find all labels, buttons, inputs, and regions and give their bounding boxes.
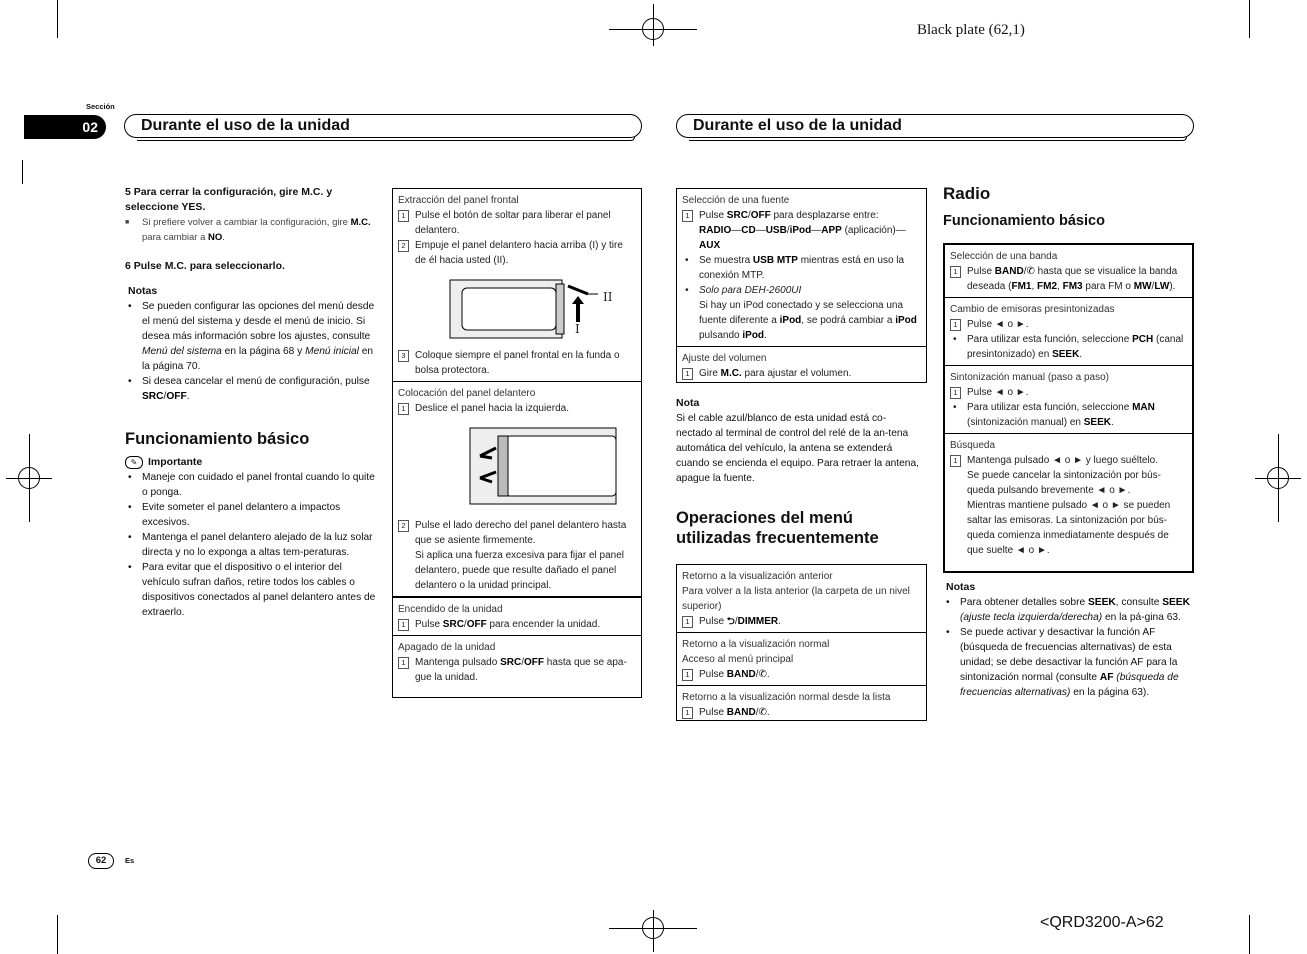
source-bullet: • Se muestra USB MTP mientras está en uso la conexión MTP. (682, 253, 921, 283)
language-code: Es (125, 856, 135, 865)
attach-section (393, 381, 641, 596)
source-bullet: • Solo para DEH-2600UI (682, 283, 921, 298)
radio-box (943, 243, 1194, 573)
registration-mark-icon (642, 917, 664, 939)
power-off-section (393, 635, 641, 688)
source-step: 1 Pulse SRC/OFF para desplazarse entre: (682, 208, 921, 223)
page-number: 62 (88, 853, 114, 869)
menu-op-list: Retorno a la visualización normal desde la lista 1 Pulse BAND/✆. (677, 685, 926, 723)
registration-mark-icon (642, 18, 664, 40)
source-title: Selección de una fuente (682, 195, 790, 206)
plate-label: Black plate (62,1) (917, 22, 1025, 38)
attach-title: Colocación del panel delantero (398, 388, 536, 399)
phone-icon: ✆ (1026, 266, 1035, 277)
section-title: Operaciones del menú utilizadas frecuentemente (676, 509, 879, 547)
power-on-title: Encendido de la unidad (398, 604, 503, 615)
radio-title: Radio (943, 184, 991, 203)
source-ipod-note: Si hay un iPod conectado y se selecciona una fuente diferente a iPod, se podrá cambiar a iPod pulsando iPod. (699, 300, 917, 341)
note-item: • Se puede activar y desactivar la función AF (búsqueda de frecuencias alternativas) de esta unidad; se debe desactivar la función AF para la sintonización normal (consulte AF (búsqueda de frecuencias alternativas) en la página 63). (943, 625, 1193, 700)
attach-warning: Si aplica una fuerza excesiva para fijar el panel delantero, puede que resulte dañado el panel delantero o la unidad principal. (415, 550, 625, 591)
note-text: Si el cable azul/blanco de esta unidad está co-nectado al terminal de control del relé de la an-tena automática del vehículo, la antena se extenderá cuando se encienda el equipo. Para retraer la antena, apague la fuente. (676, 413, 919, 484)
crop-mark (22, 160, 23, 184)
step-6: 6 Pulse M.C. para seleccionarlo. (125, 260, 285, 272)
menu-op-normal: Retorno a la visualización normal Acceso al menú principal 1 Pulse BAND/✆. (677, 632, 926, 685)
section-title: Funcionamiento básico (125, 430, 310, 448)
notes-heading: Notas (128, 285, 158, 297)
registration-mark-icon (18, 467, 40, 489)
power-on-section (393, 596, 641, 635)
seek-section: Búsqueda 1 Mantenga pulsado ◄ o ► y luego suéltelo. Se puede cancelar la sintonización por bús-queda pulsando brevemente ◄ o ►. Mientras mantiene pulsado ◄ o ► se pueden saltar las emisoras. La sintonización por bús-queda comienza inmediatamente después de que suelte ◄ o ►. (945, 433, 1192, 561)
power-off-title: Apagado de la unidad (398, 642, 496, 653)
removal-title: Extracción del panel frontal (398, 195, 519, 206)
column-1 (125, 185, 377, 620)
removal-step: 2 Empuje el panel delantero hacia arriba (I) y tire de él hacia usted (II). (398, 238, 636, 268)
important-item: • Para evitar que el dispositivo o el interior del vehículo sufran daños, retire todos los cables o dispositivos conectados al panel delantero antes de extraerlo. (125, 560, 377, 620)
column-3-text (676, 396, 922, 548)
important-item: • Maneje con cuidado el panel frontal cuando lo quite o ponga. (125, 470, 377, 500)
source-box (676, 188, 927, 383)
source-section (677, 189, 926, 346)
panel-attach-illustration (468, 422, 618, 512)
note-item: • Si desea cancelar el menú de configuración, pulse SRC/OFF. (125, 374, 377, 404)
procedure-box (392, 188, 642, 698)
header-right (676, 114, 1194, 138)
step-5: 5 Para cerrar la configuración, gire M.C. y seleccione YES. (125, 186, 333, 213)
registration-mark-icon (1267, 467, 1289, 489)
note-heading: Nota (676, 397, 700, 409)
crop-mark (57, 0, 58, 38)
phone-icon: ✆ (758, 707, 767, 718)
band-section: Selección de una banda 1 Pulse BAND/✆ hasta que se visualice la banda deseada (FM1, FM2, FM3 para FM o MW/LW). (950, 251, 1178, 292)
header-left-title: Durante el uso de la unidad (141, 117, 350, 134)
panel-removal-illustration (448, 274, 613, 342)
section-badge: 02 (24, 115, 106, 139)
figure-label: II (603, 290, 613, 304)
menu-ops-box (676, 564, 927, 721)
section-label: Sección (86, 102, 115, 111)
note-item: • Se pueden configurar las opciones del menú desde el menú del sistema y desde el menú de inicio. Si desea más información sobre los ajustes, consulte Menú del sistema en la página 68 y Menú inicial en la página 70. (125, 299, 377, 374)
attach-step: 1 Deslice el panel hacia la izquierda. (398, 401, 636, 416)
header-right-title: Durante el uso de la unidad (693, 117, 902, 134)
removal-section (393, 189, 641, 381)
notes-heading: Notas (946, 581, 976, 593)
note-item: • Para obtener detalles sobre SEEK, consulte SEEK (ajuste tecla izquierda/derecha) en la pá-gina 63. (943, 595, 1193, 625)
important-icon: ✎ (125, 456, 143, 469)
preset-section: Cambio de emisoras presintonizadas 1 Pulse ◄ o ►. • Para utilizar esta función, seleccione PCH (canal presintonizado) en SEEK. (945, 297, 1192, 365)
removal-step: 1 Pulse el botón de soltar para liberar el panel delantero. (398, 208, 636, 238)
step-5-note: ■ Si prefiere volver a cambiar la configuración, gire M.C. para cambiar a NO. (125, 215, 377, 245)
volume-title: Ajuste del volumen (682, 353, 767, 364)
volume-section (677, 346, 926, 384)
figure-label: I (575, 322, 580, 336)
important-heading: ✎ Importante (125, 455, 377, 470)
source-list: RADIO—CD—USB/iPod—APP (aplicación)—AUX (699, 225, 906, 251)
menu-op-back: Retorno a la visualización anterior Para volver a la lista anterior (la carpeta de un nivel superior) 1 Pulse ⮌/DIMMER. (682, 571, 910, 627)
column-4-headings (943, 184, 1193, 230)
manual-section: Sintonización manual (paso a paso) 1 Pulse ◄ o ►. • Para utilizar esta función, seleccione MAN (sintonización manual) en SEEK. (945, 365, 1192, 433)
power-off-step: 1 Mantenga pulsado SRC/OFF hasta que se apa-gue la unidad. (398, 655, 636, 685)
removal-step: 3 Coloque siempre el panel frontal en la funda o bolsa protectora. (398, 348, 636, 378)
crop-mark (1249, 915, 1250, 954)
document-code: <QRD3200-A>62 (1040, 914, 1164, 931)
important-item: • Evite someter el panel delantero a impactos excesivos. (125, 500, 377, 530)
phone-icon: ✆ (758, 669, 767, 680)
column-4-notes (943, 580, 1193, 700)
crop-mark (1249, 0, 1250, 38)
power-on-step: 1 Pulse SRC/OFF para encender la unidad. (398, 617, 636, 632)
volume-step: 1 Gire M.C. para ajustar el volumen. (682, 366, 921, 381)
attach-step: 2 Pulse el lado derecho del panel delantero hasta que se asiente firmemente. (398, 518, 636, 548)
header-left (124, 114, 642, 138)
crop-mark (57, 915, 58, 954)
return-icon: ⮌ (726, 616, 735, 627)
radio-subtitle: Funcionamiento básico (943, 213, 1105, 229)
important-item: • Mantenga el panel delantero alejado de la luz solar directa y no lo exponga a altas tem-peraturas. (125, 530, 377, 560)
